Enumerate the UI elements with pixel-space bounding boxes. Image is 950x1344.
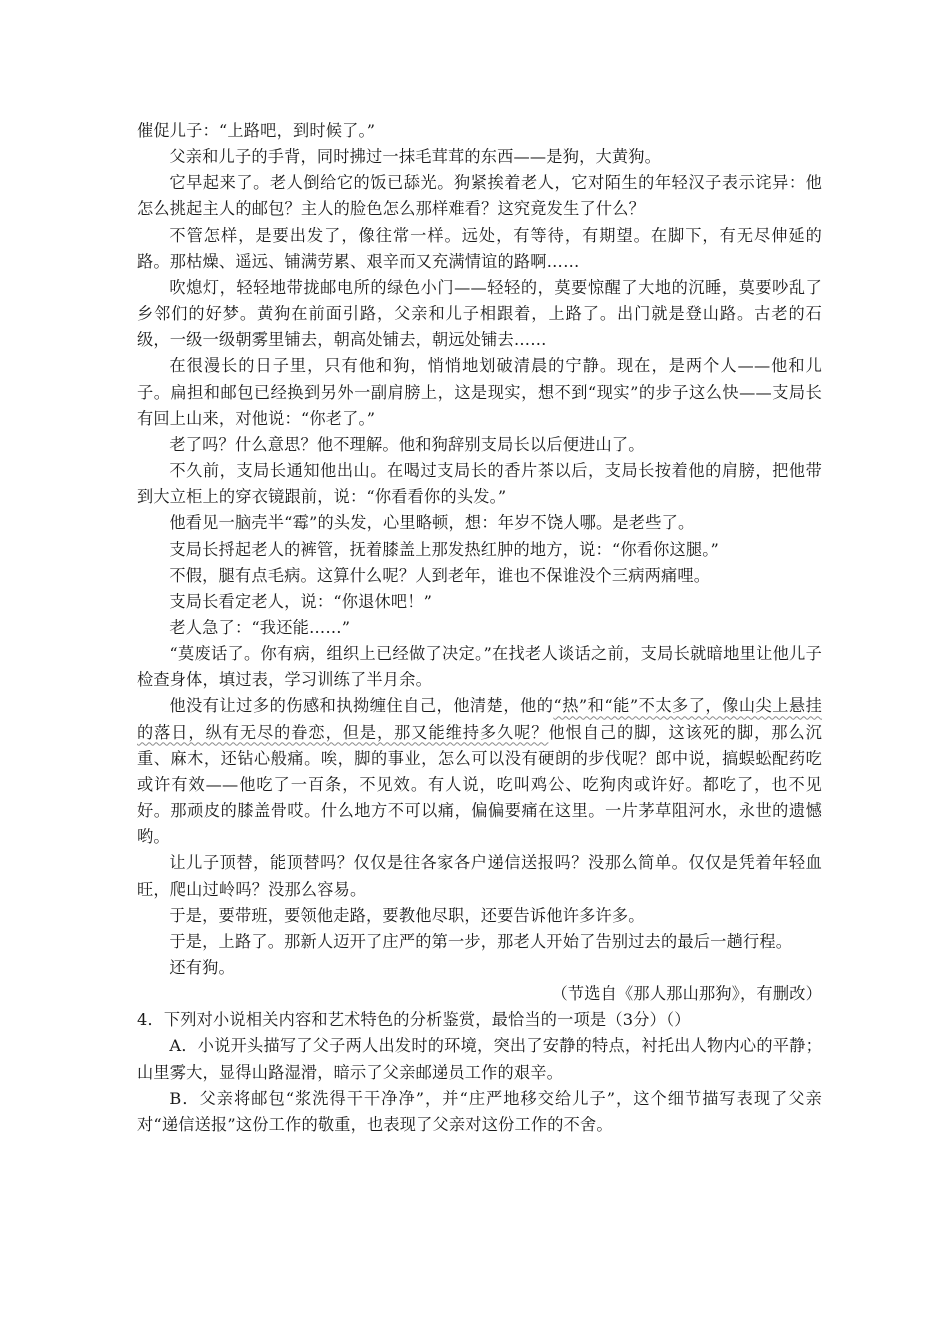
paragraph: 吹熄灯，轻轻地带拢邮电所的绿色小门——轻轻的，莫要惊醒了大地的沉睡，莫要吵乱了乡邻们的好梦。黄狗在前面引路，父亲和儿子相跟着，上路了。出门就是登山路。古老的石级，一级一级朝雾里铺去，朝高处铺去，朝远处铺去…… <box>137 277 822 350</box>
wavy-underlined-sentence: “热”和“能”不太多了，像山尖上悬挂的落日，纵有无尽的眷恋，但是，那又能维持多久呢？ <box>137 696 823 742</box>
paragraph: 支局长看定老人，说：“你退休吧！” <box>169 591 433 611</box>
paragraph: 不管怎样，是要出发了，像往常一样。远处，有等待，有期望。在脚下，有无尽伸延的路。那枯燥、遥远、铺满劳累、艰辛而又充满情谊的路啊…… <box>137 225 822 271</box>
paragraph: 不久前，支局长通知他出山。在喝过支局长的香片茶以后，支局长按着他的肩膀，把他带到大立柜上的穿衣镜跟前，说：“你看看你的头发。” <box>137 461 822 507</box>
paragraph: 在很漫长的日子里，只有他和狗，悄悄地划破清晨的宁静。现在，是两个人——他和儿子。扁担和邮包已经换到另外一副肩膀上，这是现实，想不到“现实”的步子这么快——支局长有回上山来，对他说：“你老了。” <box>137 356 822 428</box>
paragraph: 不假，腿有点毛病。这算什么呢？人到老年，谁也不保谁没个三病两痛哩。 <box>169 565 711 585</box>
paragraph: 催促儿子：“上路吧，到时候了。” <box>137 121 376 140</box>
source-citation: （节选自《那人那山那狗》，有删改） <box>551 984 822 1004</box>
paragraph: 父亲和儿子的手背，同时拂过一抹毛茸茸的东西——是狗，大黄狗。 <box>169 147 662 167</box>
paragraph: “莫废话了。你有病，组织上已经做了决定。”在找老人谈话之前，支局长就暗地里让他儿子检查身体，填过表，学习训练了半月余。 <box>137 644 822 690</box>
paragraph <box>137 693 822 850</box>
paragraph: 支局长捋起老人的裤管，抚着膝盖上那发热红肿的地方，说：“你看你这腿。” <box>169 539 720 559</box>
paragraph: 于是，要带班，要领他走路，要教他尽职，还要告诉他许多许多。 <box>169 905 645 925</box>
paragraph: 还有狗。 <box>169 958 235 977</box>
question-stem: 4．下列对小说相关内容和艺术特色的分析鉴赏，最恰当的一项是（3分）（） <box>137 1010 691 1030</box>
paragraph: 老了吗？什么意思？他不理解。他和狗辞别支局长以后便进山了。 <box>169 434 645 454</box>
document-body <box>137 118 822 1138</box>
answer-option-a: A．小说开头描写了父子两人出发时的环境，突出了安静的特点，衬托出人物内心的平静；山里雾大，显得山路湿滑，暗示了父亲邮递员工作的艰辛。 <box>137 1036 822 1082</box>
paragraph: 他看见一脑壳半“霉”的头发，心里略顿，想：年岁不饶人哪。是老些了。 <box>169 513 695 533</box>
paragraph-text: 他恨自己的脚，这该死的脚，那么沉重、麻木，还钻心般痛。唉，脚的事业，怎么可以没有硬朗的步伐呢？郎中说，搞蜈蚣配药吃或许有效——他吃了一百条，不见效。有人说，吃叫鸡公、吃狗肉或许好。都吃了，也不见好。那顽皮的膝盖骨哎。什么地方不可以痛，偏偏要痛在这里。一片茅草阻河水，永世的遗憾哟。 <box>137 722 822 847</box>
paragraph: 让儿子顶替，能顶替吗？仅仅是往各家各户递信送报吗？没那么简单。仅仅是凭着年轻血旺，爬山过岭吗？没那么容易。 <box>137 853 822 899</box>
paragraph: 老人急了：“我还能……” <box>169 617 351 637</box>
paragraph: 于是，上路了。那新人迈开了庄严的第一步，那老人开始了告别过去的最后一趟行程。 <box>169 931 793 951</box>
paragraph-text: 他没有让过多的伤感和执拗缠住自己，他清楚，他的 <box>169 696 554 716</box>
paragraph: 它早起来了。老人倒给它的饭已舔光。狗紧挨着老人，它对陌生的年轻汉子表示诧异：他怎么挑起主人的邮包？主人的脸色怎么那样难看？这究竟发生了什么？ <box>137 173 822 219</box>
answer-option-b: B．父亲将邮包“浆洗得干干净净”，并“庄严地移交给儿子”，这个细节描写表现了父亲对“递信送报”这份工作的敬重，也表现了父亲对这份工作的不舍。 <box>137 1088 822 1134</box>
